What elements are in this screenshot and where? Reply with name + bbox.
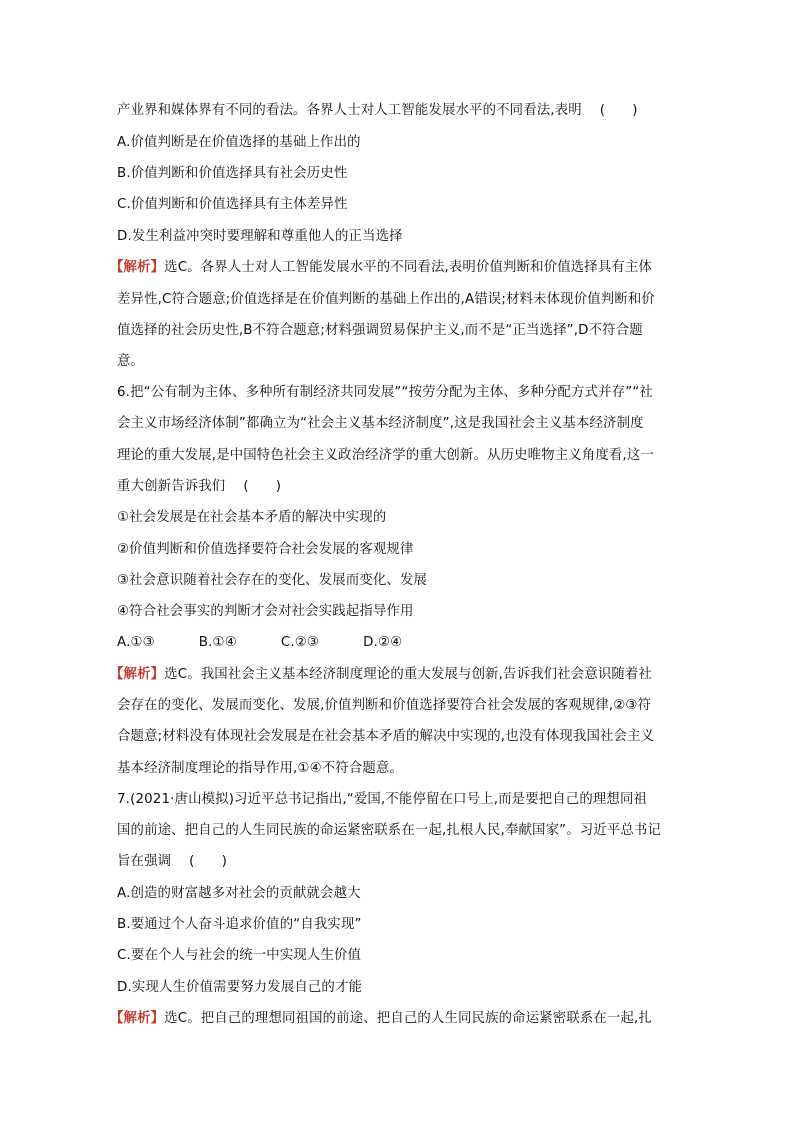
q6-choices [117, 633, 687, 653]
q6-analysis-line-4: 基本经济制度理论的指导作用,①④不符合题意。 [117, 761, 403, 776]
q7-analysis-line-1 [110, 1009, 680, 1029]
q7-option-b: B.要通过个人奋斗追求价值的“自我实现” [117, 917, 362, 932]
q6-statement-1: ①社会发展是在社会基本矛盾的解决中实现的 [117, 510, 387, 525]
q5-option-d: D.发生利益冲突时要理解和尊重他人的正当选择 [117, 229, 403, 244]
q5-option-c: C.价值判断和价值选择具有主体差异性 [117, 197, 348, 212]
q7-option-c: C.要在个人与社会的统一中实现人生价值 [117, 948, 362, 963]
q5-analysis-line-1 [110, 258, 680, 278]
q7-option-d: D.实现人生价值需要努力发展自己的才能 [117, 980, 363, 995]
q6-stem-text-4: 重大创新告诉我们 [117, 479, 226, 494]
q7-analysis-text-1: 选C。把自己的理想同祖国的前途、把自己的人生同民族的命运紧密联系在一起,扎 [164, 1011, 652, 1026]
q6-choice-a: A.①③ [117, 635, 155, 650]
q6-answer-paren: ( ) [243, 479, 282, 494]
q6-analysis-tag: 【解析】 [110, 667, 165, 682]
q5-analysis-text-1: 选C。各界人士对人工智能发展水平的不同看法,表明价值判断和价值选择具有主体 [164, 260, 652, 275]
q5-option-b: B.价值判断和价值选择具有社会历史性 [117, 166, 348, 181]
q6-choice-d: D.②④ [363, 635, 403, 650]
q6-analysis-line-2: 会存在的变化、发展而变化、发展,价值判断和价值选择要符合社会发展的客观规律,②③符 [117, 698, 652, 713]
q5-analysis-line-2: 差异性,C符合题意;价值选择是在价值判断的基础上作出的,A错误;材料未体现价值判断和价 [117, 292, 655, 307]
q7-analysis-tag: 【解析】 [110, 1011, 165, 1026]
q6-stem-line-3: 理论的重大发展,是中国特色社会主义政治经济学的重大创新。从历史唯物主义角度看,这一 [117, 448, 654, 463]
q5-analysis-tag: 【解析】 [110, 260, 165, 275]
q6-stem-line-1: 6.把“公有制为主体、多种所有制经济共同发展”“按劳分配为主体、多种分配方式并存”“社 [117, 385, 653, 400]
q6-choice-b: B.①④ [198, 635, 237, 650]
q6-choice-c: C.②③ [280, 635, 320, 650]
q6-stem-line-4 [117, 477, 687, 497]
q6-analysis-text-1: 选C。我国社会主义基本经济制度理论的重大发展与创新,告诉我们社会意识随着社 [164, 667, 652, 682]
q6-analysis-line-3: 合题意;材料没有体现社会发展是在社会基本矛盾的解决中实现的,也没有体现我国社会主义 [117, 729, 655, 744]
q7-stem-line-1: 7.(2021·唐山模拟)习近平总书记指出,“爱国,不能停留在口号上,而是要把自己的理想同祖 [117, 792, 648, 807]
q5-analysis-line-4: 意。 [117, 354, 145, 369]
q6-statement-2: ②价值判断和价值选择要符合社会发展的客观规律 [117, 542, 414, 557]
q5-option-a: A.价值判断是在价值选择的基础上作出的 [117, 135, 361, 150]
q5-answer-paren: ( ) [599, 103, 638, 118]
q7-stem-text-3: 旨在强调 [117, 854, 172, 869]
q7-stem-line-3 [117, 852, 687, 872]
q6-analysis-line-1 [110, 665, 680, 685]
q6-statement-3: ③社会意识随着社会存在的变化、发展而变化、发展 [117, 573, 428, 588]
q7-answer-paren: ( ) [189, 854, 228, 869]
q5-stem-line [117, 101, 687, 121]
q5-analysis-line-3: 值选择的社会历史性,B不符合题意;材料强调贸易保护主义,而不是“正当选择”,D不符合题 [117, 323, 643, 338]
q5-stem-text: 产业界和媒体界有不同的看法。各界人士对人工智能发展水平的不同看法,表明 [117, 103, 582, 118]
q7-stem-line-2: 国的前途、把自己的人生同民族的命运紧密联系在一起,扎根人民,奉献国家”。习近平总书记 [117, 823, 661, 838]
q6-stem-line-2: 会主义市场经济体制”都确立为“社会主义基本经济制度”,这是我国社会主义基本经济制度 [117, 416, 644, 431]
q7-option-a: A.创造的财富越多对社会的贡献就会越大 [117, 886, 361, 901]
q6-statement-4: ④符合社会事实的判断才会对社会实践起指导作用 [117, 604, 414, 619]
